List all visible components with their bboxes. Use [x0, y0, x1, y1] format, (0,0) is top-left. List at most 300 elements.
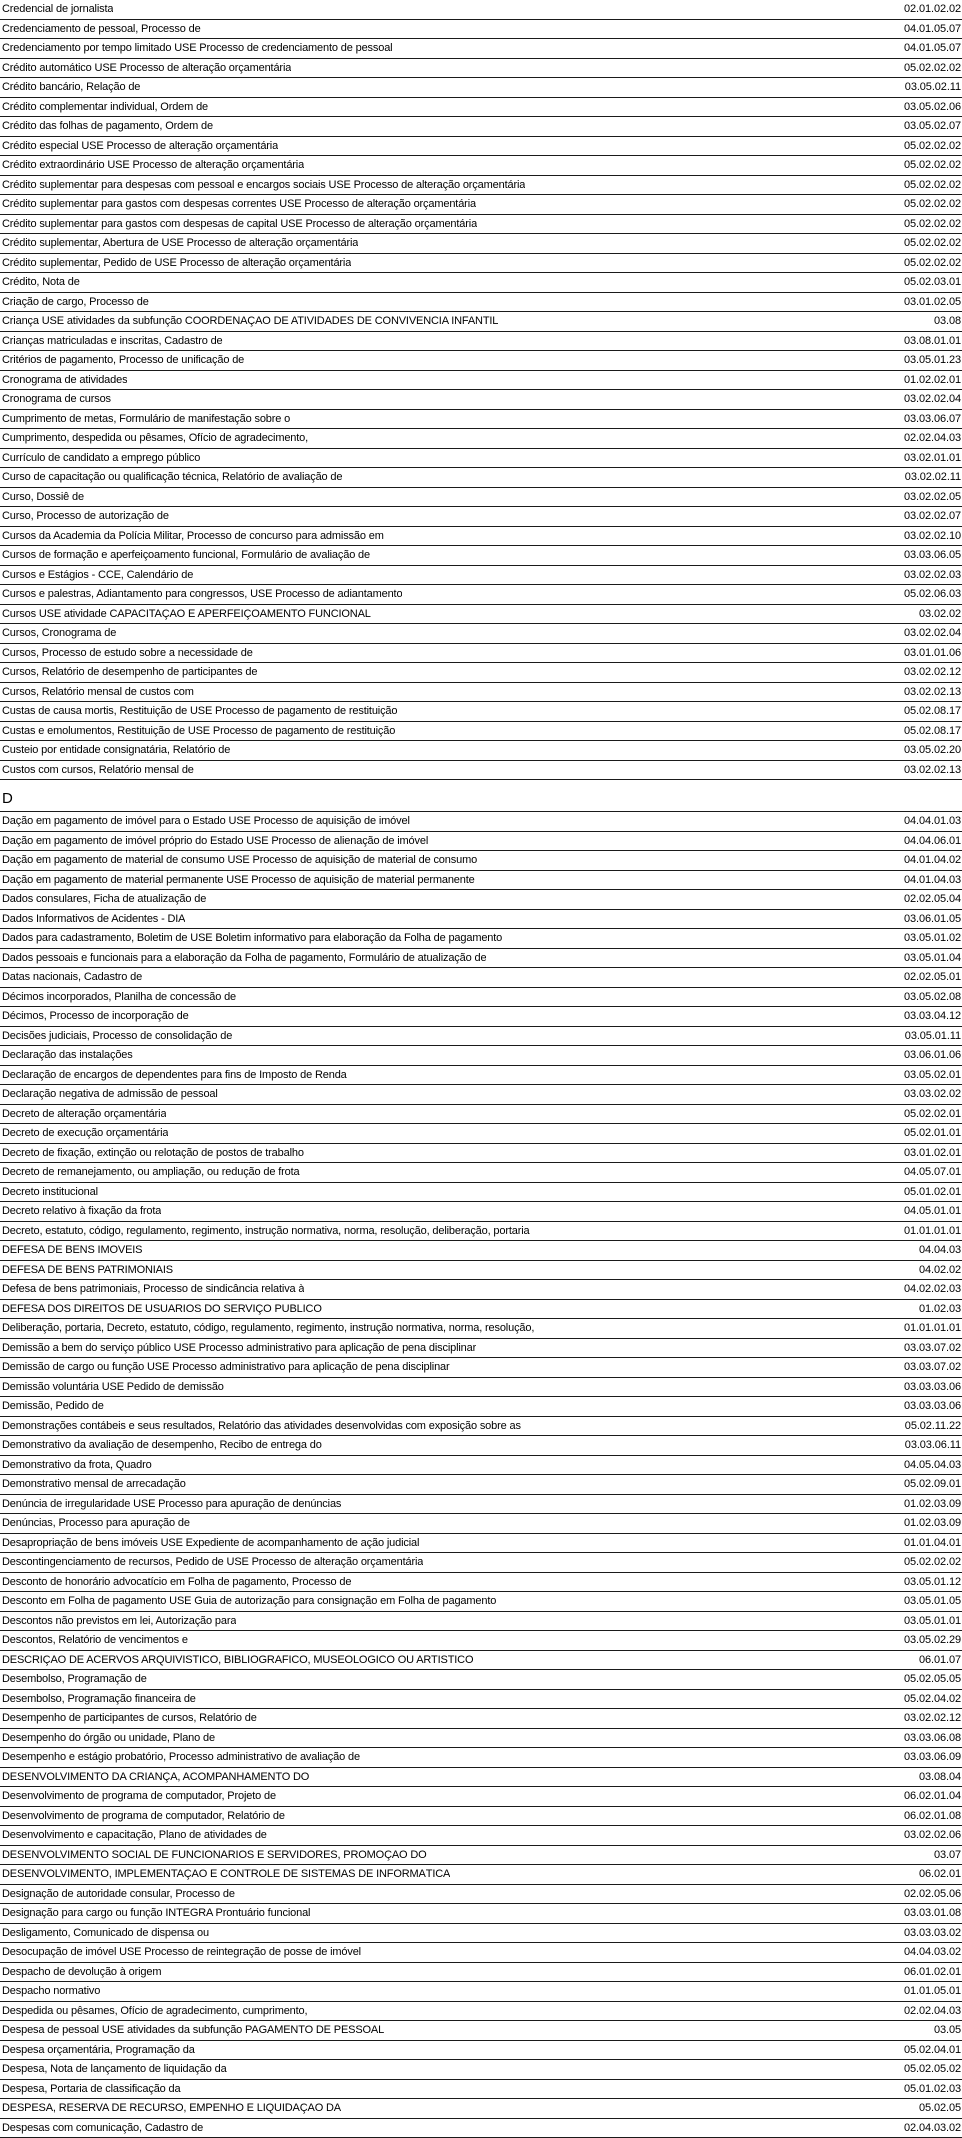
entry-code: 03.08.04 — [909, 1772, 961, 1784]
index-entry-row — [0, 195, 962, 215]
entry-code: 05.02.02.01 — [894, 1109, 961, 1121]
entry-term: Cursos da Academia da Polícia Militar, Processo de concurso para admissão em — [2, 531, 384, 543]
entry-code: 03.02.02 — [909, 609, 961, 621]
entry-code: 03.05.01.05 — [894, 1596, 961, 1608]
entry-term: DEFESA DE BENS IMÓVEIS — [2, 1245, 142, 1257]
entry-code: 02.04.03.02 — [894, 2123, 961, 2135]
entry-term: Crédito suplementar para gastos com despesas correntes USE Processo de alteração orçamentária — [2, 199, 476, 211]
entry-term: Curso, Dossiê de — [2, 492, 84, 504]
entry-code: 03.05.01.23 — [894, 355, 961, 367]
entry-code: 03.06.01.05 — [894, 914, 961, 926]
entry-term: Cronograma de cursos — [2, 394, 111, 406]
entry-code: 01.01.01.01 — [894, 1226, 961, 1238]
index-entry-row — [0, 1144, 962, 1164]
index-entry-row — [0, 332, 962, 352]
entry-term: Décimos, Processo de incorporação de — [2, 1011, 189, 1023]
entry-term: Cursos, Relatório de desempenho de participantes de — [2, 667, 257, 679]
entry-term: Demonstrativo da avaliação de desempenho, Recibo de entrega do — [2, 1440, 322, 1452]
index-entry-row — [0, 832, 962, 852]
entry-code: 03.07 — [924, 1850, 961, 1862]
entry-code: 02.02.04.03 — [894, 433, 961, 445]
index-entry-row — [0, 1085, 962, 1105]
entry-term: Despacho normativo — [2, 1986, 100, 1998]
index-entry-row — [0, 546, 962, 566]
entry-code: 05.02.02.02 — [894, 238, 961, 250]
index-entry-row — [0, 137, 962, 157]
entry-code: 03.02.02.04 — [894, 394, 961, 406]
index-entry-row — [0, 2060, 962, 2080]
entry-term: Criação de cargo, Processo de — [2, 297, 149, 309]
index-entry-row — [0, 156, 962, 176]
index-entry-row — [0, 254, 962, 274]
entry-code: 06.01.02.01 — [894, 1967, 961, 1979]
entry-term: Dados Informativos de Acidentes - DIA — [2, 914, 185, 926]
index-entry-row — [0, 1202, 962, 1222]
index-entry-row — [0, 1261, 962, 1281]
entry-code: 05.02.06.03 — [894, 589, 961, 601]
entry-term: Demonstrações contábeis e seus resultados, Relatório das atividades desenvolvidas com exposição sobre as — [2, 1421, 521, 1433]
entry-code: 04.05.07.01 — [894, 1167, 961, 1179]
index-entry-row — [0, 1124, 962, 1144]
entry-code: 05.02.02.02 — [894, 199, 961, 211]
entry-term: DESCRIÇÃO DE ACERVOS ARQUIVÍSTICO, BIBLIOGRÁFICO, MUSEOLÓGICO OU ARTÍSTICO — [2, 1655, 473, 1667]
index-entry-row — [0, 0, 962, 20]
index-entry-row — [0, 1592, 962, 1612]
entry-term: Declaração negativa de admissão de pessoal — [2, 1089, 218, 1101]
index-entry-row — [0, 1943, 962, 1963]
index-entry-row — [0, 871, 962, 891]
entry-code: 03.03.06.05 — [894, 550, 961, 562]
entry-code: 01.02.02.01 — [894, 375, 961, 387]
entry-term: DEFESA DOS DIREITOS DE USUÁRIOS DO SERVIÇO PÚBLICO — [2, 1304, 322, 1316]
entry-term: Datas nacionais, Cadastro de — [2, 972, 142, 984]
entry-term: Despesa orçamentária, Programação da — [2, 2045, 195, 2057]
entry-code: 05.01.02.03 — [894, 2084, 961, 2096]
index-entry-row — [0, 1885, 962, 1905]
index-entry-row — [0, 1924, 962, 1944]
entry-term: Curso, Processo de autorização de — [2, 511, 169, 523]
index-entry-row — [0, 702, 962, 722]
entry-code: 03.01.02.01 — [894, 1148, 961, 1160]
index-entry-row — [0, 1280, 962, 1300]
entry-code: 02.02.05.04 — [894, 894, 961, 906]
entry-term: Dados pessoais e funcionais para a elaboração da Folha de pagamento, Formulário de atualização de — [2, 953, 486, 965]
entry-code: 03.01.01.06 — [894, 648, 961, 660]
index-entry-row — [0, 1631, 962, 1651]
entry-code: 02.02.05.01 — [894, 972, 961, 984]
entry-term: Credenciamento de pessoal, Processo de — [2, 24, 201, 36]
index-entry-row — [0, 1670, 962, 1690]
entry-term: Demissão de cargo ou função USE Processo administrativo para aplicação de pena disciplinar — [2, 1362, 450, 1374]
index-entry-row — [0, 1397, 962, 1417]
entry-term: Despacho de devolução à origem — [2, 1967, 161, 1979]
index-entry-row — [0, 2119, 962, 2138]
index-entry-row — [0, 117, 962, 137]
entry-code: 03.05.01.04 — [894, 953, 961, 965]
index-entry-row — [0, 351, 962, 371]
entry-term: Crédito suplementar para despesas com pessoal e encargos sociais USE Processo de alteração orçamentária — [2, 180, 525, 192]
entry-term: Crédito automático USE Processo de alteração orçamentária — [2, 63, 291, 75]
index-entry-row — [0, 429, 962, 449]
index-entry-row — [0, 1183, 962, 1203]
entry-code: 03.05.02.01 — [894, 1070, 961, 1082]
entry-code: 03.05.02.20 — [894, 745, 961, 757]
entry-term: Desempenho do órgão ou unidade, Plano de — [2, 1733, 215, 1745]
entry-term: Demissão a bem do serviço público USE Processo administrativo para aplicação de pena disciplinar — [2, 1343, 476, 1355]
entry-term: Cumprimento, despedida ou pêsames, Ofício de agradecimento, — [2, 433, 308, 445]
index-entry-row — [0, 1963, 962, 1983]
entry-code: 03.08 — [924, 316, 961, 328]
entry-code: 03.06.01.06 — [894, 1050, 961, 1062]
index-entry-row — [0, 644, 962, 664]
entry-term: Crédito suplementar para gastos com despesas de capital USE Processo de alteração orçamentária — [2, 219, 477, 231]
entry-term: Decreto de execução orçamentária — [2, 1128, 168, 1140]
entry-term: Custas de causa mortis, Restituição de USE Processo de pagamento de restituição — [2, 706, 397, 718]
index-entry-row — [0, 312, 962, 332]
entry-code: 05.01.02.01 — [894, 1187, 961, 1199]
entry-code: 04.02.02 — [909, 1265, 961, 1277]
entry-term: Cursos, Cronograma de — [2, 628, 116, 640]
section-letter-heading: D — [0, 780, 962, 812]
entry-term: Despedida ou pêsames, Ofício de agradecimento, cumprimento, — [2, 2006, 307, 2018]
entry-code: 03.02.02.13 — [894, 687, 961, 699]
entry-term: Crédito, Nota de — [2, 277, 80, 289]
entry-term: Despesas com comunicação, Cadastro de — [2, 2123, 203, 2135]
entry-code: 06.02.01.04 — [894, 1791, 961, 1803]
entry-term: Desembolso, Programação financeira de — [2, 1694, 196, 1706]
entry-code: 05.02.02.02 — [894, 180, 961, 192]
index-entry-row — [0, 1514, 962, 1534]
entry-code: 01.02.03 — [909, 1304, 961, 1316]
entry-term: Crédito extraordinário USE Processo de alteração orçamentária — [2, 160, 304, 172]
entry-code: 05.02.02.02 — [894, 1557, 961, 1569]
entry-code: 03.05.02.07 — [894, 121, 961, 133]
entry-term: Cursos e Estágios - CCE, Calendário de — [2, 570, 193, 582]
entry-code: 03.03.04.12 — [894, 1011, 961, 1023]
entry-term: Designação de autoridade consular, Processo de — [2, 1889, 235, 1901]
entry-code: 03.05 — [924, 2025, 961, 2037]
entry-code: 04.04.06.01 — [894, 836, 961, 848]
entry-code: 01.01.05.01 — [894, 1986, 961, 1998]
index-entry-row — [0, 468, 962, 488]
entry-term: Critérios de pagamento, Processo de unificação de — [2, 355, 244, 367]
entry-term: Demonstrativo da frota, Quadro — [2, 1460, 152, 1472]
index-entry-row — [0, 1222, 962, 1242]
entry-code: 06.02.01.08 — [894, 1811, 961, 1823]
entry-term: Crianças matriculadas e inscritas, Cadastro de — [2, 336, 223, 348]
entry-code: 05.02.05.02 — [894, 2064, 961, 2076]
entry-term: Despesa, Nota de lançamento de liquidação da — [2, 2064, 227, 2076]
index-entry-row — [0, 527, 962, 547]
index-entry-row — [0, 1534, 962, 1554]
index-entry-row — [0, 968, 962, 988]
index-entry-row — [0, 1807, 962, 1827]
entry-term: Desconto em Folha de pagamento USE Guia de autorização para consignação em Folha de pagamento — [2, 1596, 496, 1608]
index-entry-row — [0, 566, 962, 586]
index-entry-row — [0, 585, 962, 605]
index-entry-row — [0, 449, 962, 469]
index-entry-row — [0, 683, 962, 703]
entry-term: Curso de capacitação ou qualificação técnica, Relatório de avaliação de — [2, 472, 342, 484]
index-entry-row — [0, 2080, 962, 2100]
index-entry-row — [0, 98, 962, 118]
entry-term: Cronograma de atividades — [2, 375, 127, 387]
entry-term: Declaração de encargos de dependentes para fins de Imposto de Renda — [2, 1070, 347, 1082]
index-entry-row — [0, 371, 962, 391]
entry-term: Dação em pagamento de imóvel próprio do Estado USE Processo de alienação de imóvel — [2, 836, 428, 848]
entry-term: Crédito suplementar, Pedido de USE Processo de alteração orçamentária — [2, 258, 351, 270]
entry-term: Dação em pagamento de imóvel para o Estado USE Processo de aquisição de imóvel — [2, 816, 410, 828]
entry-term: Desligamento, Comunicado de dispensa ou — [2, 1928, 209, 1940]
entry-term: DESPESA, RESERVA DE RECURSO, EMPENHO E LIQUIDAÇÃO DA — [2, 2103, 341, 2115]
index-entry-row — [0, 1417, 962, 1437]
index-entry-row — [0, 507, 962, 527]
entry-term: Dação em pagamento de material permanente USE Processo de aquisição de material permanente — [2, 875, 475, 887]
index-entry-row — [0, 910, 962, 930]
index-entry-row — [0, 1027, 962, 1047]
entry-code: 03.01.02.05 — [894, 297, 961, 309]
entry-term: Crédito complementar individual, Ordem de — [2, 102, 208, 114]
entry-term: Demissão voluntária USE Pedido de demissão — [2, 1382, 224, 1394]
entry-term: Denúncia de irregularidade USE Processo para apuração de denúncias — [2, 1499, 341, 1511]
entry-code: 03.03.07.02 — [894, 1362, 961, 1374]
entry-term: Descontos não previstos em lei, Autorização para — [2, 1616, 236, 1628]
entry-term: Despesa, Portaria de classificação da — [2, 2084, 181, 2096]
entry-code: 05.02.04.01 — [894, 2045, 961, 2057]
entry-code: 01.02.03.09 — [894, 1499, 961, 1511]
entry-term: Desapropriação de bens imóveis USE Expediente de acompanhamento de ação judicial — [2, 1538, 419, 1550]
entry-term: Décimos incorporados, Planilha de concessão de — [2, 992, 236, 1004]
index-entry-row — [0, 1573, 962, 1593]
entry-term: DESENVOLVIMENTO SOCIAL DE FUNCIONÁRIOS E SERVIDORES, PROMOÇÃO DO — [2, 1850, 427, 1862]
index-entry-row — [0, 390, 962, 410]
entry-term: Cursos, Processo de estudo sobre a necessidade de — [2, 648, 253, 660]
entry-code: 05.02.02.02 — [894, 219, 961, 231]
entry-code: 05.02.02.02 — [894, 160, 961, 172]
index-entry-row — [0, 1904, 962, 1924]
entry-term: Custas e emolumentos, Restituição de USE Processo de pagamento de restituição — [2, 726, 395, 738]
entry-term: Decreto de remanejamento, ou ampliação, ou redução de frota — [2, 1167, 300, 1179]
entry-code: 03.05.02.11 — [895, 82, 961, 94]
entry-code: 03.03.06.09 — [894, 1752, 961, 1764]
entry-term: Denúncias, Processo para apuração de — [2, 1518, 190, 1530]
index-entry-row — [0, 1651, 962, 1671]
entry-code: 03.05.02.29 — [894, 1635, 961, 1647]
entry-term: Cumprimento de metas, Formulário de manifestação sobre o — [2, 414, 290, 426]
entry-term: Crédito suplementar, Abertura de USE Processo de alteração orçamentária — [2, 238, 358, 250]
index-entry-row — [0, 1436, 962, 1456]
index-entry-row — [0, 1163, 962, 1183]
index-entry-row — [0, 78, 962, 98]
index-entry-row — [0, 761, 962, 781]
index-entry-row — [0, 1358, 962, 1378]
index-entry-row — [0, 1826, 962, 1846]
section-rows — [0, 0, 962, 780]
entry-code: 01.01.04.01 — [894, 1538, 961, 1550]
index-entry-row — [0, 1066, 962, 1086]
entry-code: 05.02.02.02 — [894, 63, 961, 75]
entry-term: Declaração das instalações — [2, 1050, 133, 1062]
entry-term: Currículo de candidato a emprego público — [2, 453, 200, 465]
index-entry-row — [0, 624, 962, 644]
entry-code: 03.03.02.02 — [894, 1089, 961, 1101]
entry-code: 05.02.08.17 — [894, 726, 961, 738]
entry-term: Defesa de bens patrimoniais, Processo de sindicância relativa à — [2, 1284, 304, 1296]
entry-code: 03.02.02.06 — [894, 1830, 961, 1842]
entry-code: 04.04.03 — [909, 1245, 961, 1257]
entry-term: Desenvolvimento e capacitação, Plano de atividades de — [2, 1830, 267, 1842]
entry-code: 04.01.04.03 — [894, 875, 961, 887]
entry-code: 03.05.02.08 — [894, 992, 961, 1004]
index-entry-row — [0, 59, 962, 79]
entry-term: Designação para cargo ou função INTEGRA Prontuário funcional — [2, 1908, 310, 1920]
index-entry-row — [0, 1553, 962, 1573]
entry-term: Credenciamento por tempo limitado USE Processo de credenciamento de pessoal — [2, 43, 392, 55]
entry-code: 05.02.09.01 — [894, 1479, 961, 1491]
index-entry-row — [0, 1709, 962, 1729]
entry-code: 03.02.02.05 — [894, 492, 961, 504]
index-entry-row — [0, 1105, 962, 1125]
index-entry-row — [0, 1729, 962, 1749]
index-entry-row — [0, 410, 962, 430]
index-entry-row — [0, 1768, 962, 1788]
entry-code: 03.03.06.08 — [894, 1733, 961, 1745]
entry-code: 03.02.02.12 — [894, 1713, 961, 1725]
entry-code: 05.02.03.01 — [894, 277, 961, 289]
index-entry-row — [0, 2041, 962, 2061]
index-entry-row — [0, 2021, 962, 2041]
entry-code: 03.08.01.01 — [894, 336, 961, 348]
entry-term: Decreto institucional — [2, 1187, 98, 1199]
index-entry-row — [0, 1748, 962, 1768]
entry-term: Decreto de fixação, extinção ou relotação de postos de trabalho — [2, 1148, 304, 1160]
entry-code: 05.02.11.22 — [895, 1421, 961, 1433]
index-entry-row — [0, 1319, 962, 1339]
entry-term: Cursos de formação e aperfeiçoamento funcional, Formulário de avaliação de — [2, 550, 370, 562]
entry-term: Desenvolvimento de programa de computador, Relatório de — [2, 1811, 285, 1823]
entry-code: 04.01.04.02 — [894, 855, 961, 867]
entry-code: 04.04.03.02 — [894, 1947, 961, 1959]
entry-term: Crédito das folhas de pagamento, Ordem de — [2, 121, 213, 133]
entry-term: Cursos USE atividade CAPACITAÇÃO E APERFEIÇOAMENTO FUNCIONAL — [2, 609, 371, 621]
index-section — [0, 780, 962, 2138]
index-entry-row — [0, 1046, 962, 1066]
entry-term: Cursos, Relatório mensal de custos com — [2, 687, 194, 699]
entry-code: 02.02.04.03 — [894, 2006, 961, 2018]
entry-term: Descontos, Relatório de vencimentos e — [2, 1635, 188, 1647]
entry-code: 05.02.04.02 — [894, 1694, 961, 1706]
entry-code: 03.05.01.12 — [894, 1577, 961, 1589]
entry-term: Cursos e palestras, Adiantamento para congressos, USE Processo de adiantamento — [2, 589, 402, 601]
index-entry-row — [0, 273, 962, 293]
index-entry-row — [0, 2002, 962, 2022]
entry-term: Descontingenciamento de recursos, Pedido de USE Processo de alteração orçamentária — [2, 1557, 423, 1569]
entry-term: Desocupação de imóvel USE Processo de reintegração de posse de imóvel — [2, 1947, 361, 1959]
index-entry-row — [0, 988, 962, 1008]
index-entry-row — [0, 890, 962, 910]
entry-term: Desempenho de participantes de cursos, Relatório de — [2, 1713, 257, 1725]
entry-code: 05.02.05 — [909, 2103, 961, 2115]
entry-code: 04.02.02.03 — [894, 1284, 961, 1296]
entry-term: Decreto relativo à fixação da frota — [2, 1206, 161, 1218]
entry-code: 03.02.02.04 — [894, 628, 961, 640]
index-entry-row — [0, 215, 962, 235]
entry-code: 03.05.01.01 — [894, 1616, 961, 1628]
entry-term: Custos com cursos, Relatório mensal de — [2, 765, 194, 777]
entry-code: 04.04.01.03 — [894, 816, 961, 828]
entry-code: 03.03.03.06 — [894, 1382, 961, 1394]
index-entry-row — [0, 1241, 962, 1261]
entry-term: Credencial de jornalista — [2, 4, 113, 16]
entry-term: Dados consulares, Ficha de atualização de — [2, 894, 206, 906]
entry-code: 04.01.05.07 — [894, 43, 961, 55]
entry-term: Demonstrativo mensal de arrecadação — [2, 1479, 186, 1491]
entry-code: 03.03.06.07 — [894, 414, 961, 426]
index-entry-row — [0, 488, 962, 508]
entry-code: 05.02.01.01 — [894, 1128, 961, 1140]
entry-term: Custeio por entidade consignatária, Relatório de — [2, 745, 230, 757]
entry-term: Decreto, estatuto, código, regulamento, regimento, instrução normativa, norma, resolução, deliberação, portaria — [2, 1226, 530, 1238]
entry-term: Criança USE atividades da subfunção COORDENAÇÃO DE ATIVIDADES DE CONVIVÊNCIA INFANTIL — [2, 316, 498, 328]
entry-code: 06.01.07 — [909, 1655, 961, 1667]
index-entry-row — [0, 1865, 962, 1885]
entry-code: 01.01.01.01 — [894, 1323, 961, 1335]
index-entry-row — [0, 741, 962, 761]
index-entry-row — [0, 1339, 962, 1359]
index-entry-row — [0, 949, 962, 969]
entry-code: 03.02.02.03 — [894, 570, 961, 582]
entry-term: Desembolso, Programação de — [2, 1674, 147, 1686]
entry-term: Crédito especial USE Processo de alteração orçamentária — [2, 141, 278, 153]
index-entry-row — [0, 39, 962, 59]
index-entry-row — [0, 1300, 962, 1320]
entry-code: 05.02.02.02 — [894, 258, 961, 270]
index-entry-row — [0, 1690, 962, 1710]
entry-code: 03.02.02.10 — [894, 531, 961, 543]
index-entry-row — [0, 722, 962, 742]
index-entry-row — [0, 1456, 962, 1476]
entry-code: 03.05.02.06 — [894, 102, 961, 114]
index-entry-row — [0, 1007, 962, 1027]
entry-code: 03.03.03.02 — [894, 1928, 961, 1940]
entry-code: 04.05.01.01 — [894, 1206, 961, 1218]
entry-code: 02.01.02.02 — [894, 4, 961, 16]
index-entry-row — [0, 1982, 962, 2002]
entry-term: Dação em pagamento de material de consumo USE Processo de aquisição de material de consumo — [2, 855, 477, 867]
index-entry-row — [0, 176, 962, 196]
entry-code: 06.02.01 — [909, 1869, 961, 1881]
index-entry-row — [0, 663, 962, 683]
index-entry-row — [0, 1787, 962, 1807]
entry-term: Deliberação, portaria, Decreto, estatuto, código, regulamento, regimento, instrução normativa, norma, resolução, — [2, 1323, 534, 1335]
entry-term: Decisões judiciais, Processo de consolidação de — [2, 1031, 232, 1043]
entry-code: 03.05.01.02 — [894, 933, 961, 945]
index-entry-row — [0, 293, 962, 313]
index-entry-row — [0, 1495, 962, 1515]
entry-term: DESENVOLVIMENTO, IMPLEMENTAÇÃO E CONTROLE DE SISTEMAS DE INFORMÁTICA — [2, 1869, 450, 1881]
entry-term: Desconto de honorário advocatício em Folha de pagamento, Processo de — [2, 1577, 351, 1589]
entry-code: 03.03.07.02 — [894, 1343, 961, 1355]
index-entry-row — [0, 812, 962, 832]
index-entry-row — [0, 1612, 962, 1632]
entry-term: Dados para cadastramento, Boletim de USE Boletim informativo para elaboração da Folha de pagamento — [2, 933, 502, 945]
entry-term: Desenvolvimento de programa de computador, Projeto de — [2, 1791, 276, 1803]
entry-term: Despesa de pessoal USE atividades da subfunção PAGAMENTO DE PESSOAL — [2, 2025, 384, 2037]
entry-code: 03.02.01.01 — [894, 453, 961, 465]
entry-code: 03.05.01.11 — [895, 1031, 961, 1043]
entry-code: 05.02.08.17 — [894, 706, 961, 718]
entry-term: DEFESA DE BENS PATRIMONIAIS — [2, 1265, 173, 1277]
